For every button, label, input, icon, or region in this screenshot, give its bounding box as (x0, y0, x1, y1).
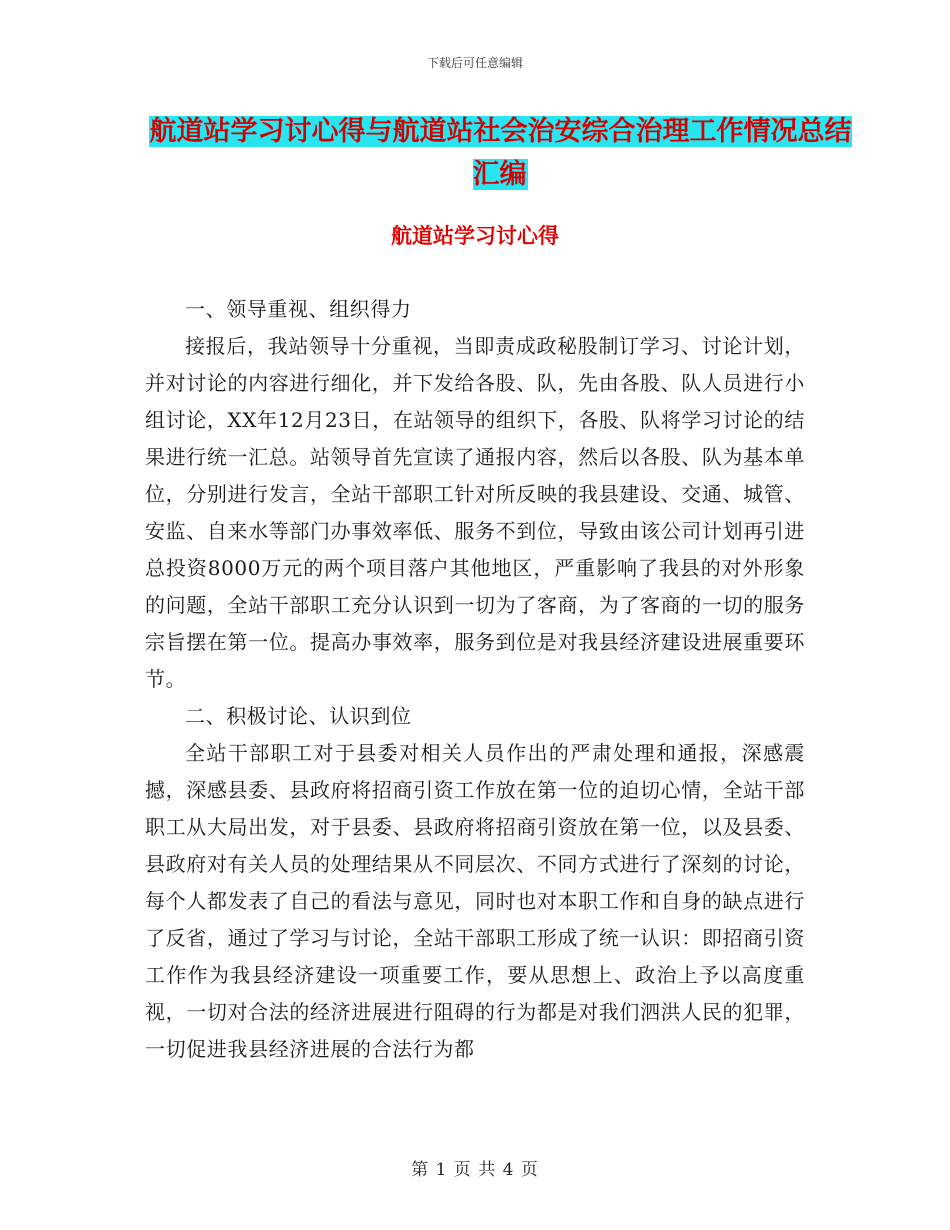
document-title (140, 110, 860, 196)
page-number-footer: 第 1 页 共 4 页 (411, 1160, 539, 1180)
document-title-text: 航道站学习讨心得与航道站社会治安综合治理工作情况总结汇编 (149, 116, 852, 190)
header-note: 下载后可任意编辑 (426, 56, 523, 70)
subheading-leadership: 一、领导重视、组织得力 (185, 297, 412, 321)
document-body (145, 291, 805, 1068)
paragraph-discussion: 全站干部职工对于县委对相关人员作出的严肃处理和通报，深感震撼，深感县委、县政府将招商引资工作放在第一位的迫切心情，全站干部职工从大局出发，对于县委、县政府将招商引资放在第一位，以及县委、县政府对有关人员的处理结果从不同层次、不同方式进行了深刻的讨论，每个人都发表了自己的看法与意见，同时也对本职工作和自身的缺点进行了反省，通过了学习与讨论，全站干部职工形成了统一认识：即招商引资工作作为我县经济建设一项重要工作，要从思想上、政治上予以高度重视，一切对合法的经济进展进行阻碍的行为都是对我们泗洪人民的犯罪，一切促进我县经济进展的合法行为都 (145, 741, 805, 1061)
paragraph-leadership: 接报后，我站领导十分重视，当即责成政秘股制订学习、讨论计划，并对讨论的内容进行细化，并下发给各股、队，先由各股、队人员进行小组讨论，XX年12月23日，在站领导的组织下，各股、队将学习讨论的结果进行统一汇总。站领导首先宣读了通报内容，然后以各股、队为基本单位，分别进行发言，全站干部职工针对所反映的我县建设、交通、城管、安监、自来水等部门办事效率低、服务不到位，导致由该公司计划再引进总投资8000万元的两个项目落户其他地区，严重影响了我县的对外形象的问题，全站干部职工充分认识到一切为了客商，为了客商的一切的服务宗旨摆在第一位。提高办事效率，服务到位是对我县经济建设进展重要环节。 (145, 334, 805, 691)
subheading-discussion: 二、积极讨论、认识到位 (185, 704, 412, 728)
section-title: 航道站学习讨心得 (391, 224, 559, 248)
